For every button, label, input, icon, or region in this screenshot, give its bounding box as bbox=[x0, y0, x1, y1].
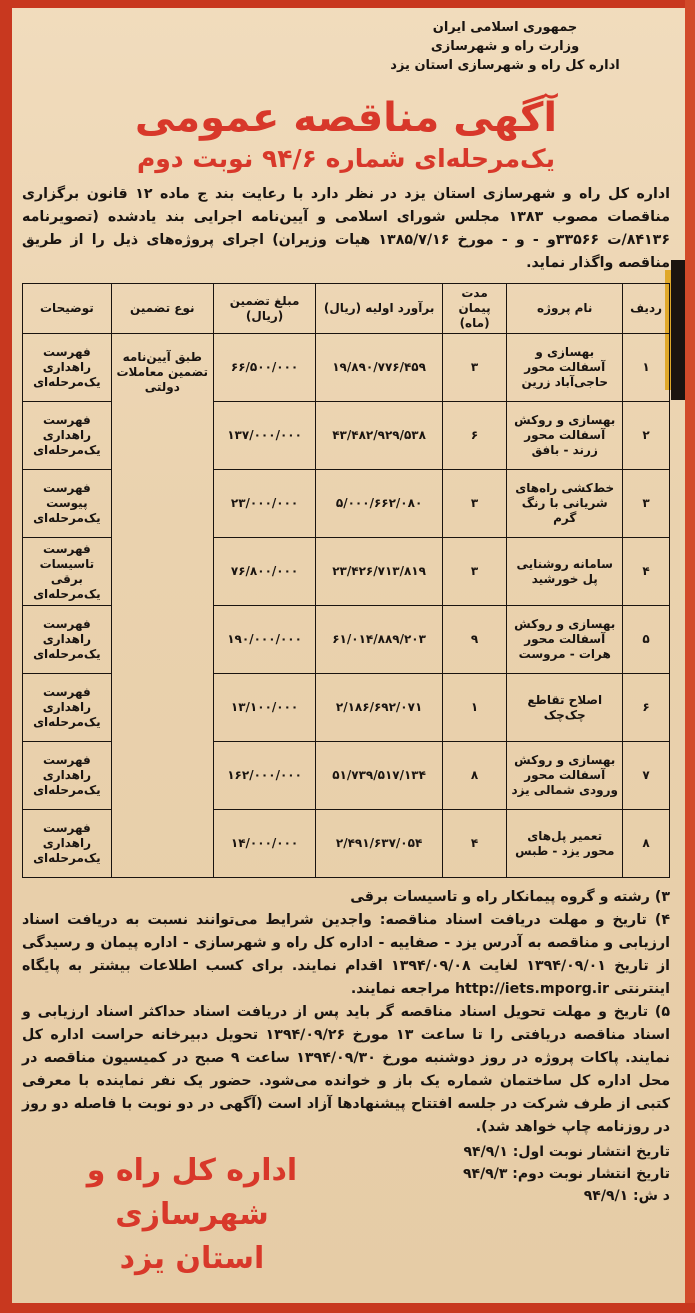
description: فهرست راهداری یک‌مرحله‌ای bbox=[23, 674, 112, 742]
left-red-stripe bbox=[0, 0, 12, 1313]
project-name: تعمیر پل‌های محور یزد - طبس bbox=[507, 810, 623, 878]
project-name: سامانه روشنایی پل خورشید bbox=[507, 538, 623, 606]
guarantee-amount: ۶۶/۵۰۰/۰۰۰ bbox=[213, 334, 316, 402]
guarantee-amount: ۱۹۰/۰۰۰/۰۰۰ bbox=[213, 606, 316, 674]
duration: ۳ bbox=[442, 538, 506, 606]
description: فهرست پیوست یک‌مرحله‌ای bbox=[23, 470, 112, 538]
note-5: ۵) تاریخ و مهلت تحویل اسناد مناقصه گر باید پس از دریافت اسناد حداکثر اسناد ارزیابی و اسناد مناقصه دریافتی را تا ساعت ۱۳ مورخ ۱۳۹۴/۰۹/۲۶ تحویل دبیرخانه حراست اداره کل نمایند. پاکات پروژه در روز دوشنبه مورخ ۱۳۹۴/۰۹/۳۰ ساعت ۹ صبح در کمیسیون مناقصه در محل اداره کل ساختمان شماره یک باز و خوانده می‌شود. حضور یک نفر نماینده با معرفی کتبی از طرف شرکت در جلسه افتتاح پیشنهادها آزاد است (آگهی در دو نوبت با فاصله دو روز در روزنامه چاپ خواهد شد). bbox=[22, 1004, 670, 1135]
note-4: ۴) تاریخ و مهلت دریافت اسناد مناقصه: واجدین شرایط می‌توانند نسبت به دریافت اسناد ارزیابی و مناقصه به آدرس یزد - صفاییه - اداره کل راه و شهرسازی - اداره پیمان و رسیدگی از تاریخ ۱۳۹۴/۰۹/۰۱ لغایت ۱۳۹۴/۰۹/۰۸ اقدام نمایند. برای کسب اطلاعات بیشتر به پایگاه اینترنتی http://iets.mporg.ir مراجعه نمایند. bbox=[22, 912, 670, 997]
estimate: ۴۳/۴۸۲/۹۲۹/۵۳۸ bbox=[316, 402, 442, 470]
project-name: بهسازی و آسفالت محور حاجی‌آباد زرین bbox=[507, 334, 623, 402]
publication-dates bbox=[463, 1141, 670, 1207]
estimate: ۲/۱۸۶/۶۹۲/۰۷۱ bbox=[316, 674, 442, 742]
row-no: ۱ bbox=[623, 334, 670, 402]
right-red-stripe bbox=[685, 0, 695, 1313]
bottom-red-stripe bbox=[0, 1303, 695, 1313]
notice-title: آگهی مناقصه عمومی bbox=[134, 95, 558, 141]
estimate: ۲۳/۴۲۶/۷۱۳/۸۱۹ bbox=[316, 538, 442, 606]
right-black-stripe bbox=[671, 260, 685, 400]
table-header-row bbox=[23, 284, 670, 334]
description: فهرست راهداری یک‌مرحله‌ای bbox=[23, 742, 112, 810]
project-name: خط‌کشی راه‌های شریانی با رنگ گرم bbox=[507, 470, 623, 538]
first-publication-date: تاریخ انتشار نوبت اول: ۹۴/۹/۱ bbox=[463, 1144, 670, 1160]
description: فهرست راهداری یک‌مرحله‌ای bbox=[23, 810, 112, 878]
duration: ۱ bbox=[442, 674, 506, 742]
duration: ۴ bbox=[442, 810, 506, 878]
row-no: ۲ bbox=[623, 402, 670, 470]
project-name: بهسازی و روکش آسفالت محور ورودی شمالی یزد bbox=[507, 742, 623, 810]
projects-table bbox=[22, 283, 670, 878]
row-no: ۷ bbox=[623, 742, 670, 810]
row-no: ۳ bbox=[623, 470, 670, 538]
notes-section bbox=[22, 886, 670, 1139]
header-description: توضیحات bbox=[23, 284, 112, 334]
duration: ۸ bbox=[442, 742, 506, 810]
footer bbox=[22, 1141, 670, 1276]
estimate: ۱۹/۸۹۰/۷۷۶/۴۵۹ bbox=[316, 334, 442, 402]
signature-line-2: استان یزد bbox=[119, 1241, 265, 1276]
estimate: ۵۱/۷۳۹/۵۱۷/۱۳۴ bbox=[316, 742, 442, 810]
header-guarantee-amount: مبلغ تضمین (ریال) bbox=[213, 284, 316, 334]
duration: ۳ bbox=[442, 470, 506, 538]
duration: ۳ bbox=[442, 334, 506, 402]
guarantee-type: طبق آیین‌نامه تضمین معاملات دولتی bbox=[111, 334, 213, 878]
guarantee-amount: ۷۶/۸۰۰/۰۰۰ bbox=[213, 538, 316, 606]
note-3: ۳) رشته و گروه پیمانکار راه و تاسیسات برقی bbox=[350, 889, 670, 905]
guarantee-amount: ۱۳/۱۰۰/۰۰۰ bbox=[213, 674, 316, 742]
top-red-stripe bbox=[0, 0, 695, 8]
description: فهرست راهداری یک‌مرحله‌ای bbox=[23, 402, 112, 470]
header-row-no: ردیف bbox=[623, 284, 670, 334]
project-name: بهسازی و روکش آسفالت محور هرات - مروست bbox=[507, 606, 623, 674]
header-duration: مدت پیمان (ماه) bbox=[442, 284, 506, 334]
issuer-signature bbox=[22, 1149, 362, 1281]
duration: ۶ bbox=[442, 402, 506, 470]
row-no: ۶ bbox=[623, 674, 670, 742]
notice-subtitle: یک‌مرحله‌ای شماره ۹۴/۶ نوبت دوم bbox=[136, 144, 556, 173]
row-no: ۴ bbox=[623, 538, 670, 606]
header-project-name: نام پروژه bbox=[507, 284, 623, 334]
header-estimate: برآورد اولیه (ریال) bbox=[316, 284, 442, 334]
signature-line-1: اداره کل راه و شهرسازی bbox=[86, 1153, 298, 1232]
header-line-2: وزارت راه و شهرسازی bbox=[430, 39, 580, 54]
issuer-header bbox=[340, 18, 670, 75]
intro-paragraph: اداره کل راه و شهرسازی استان یزد در نظر دارد با رعایت بند ج ماده ۱۲ قانون برگزاری مناقصات مصوب ۱۳۸۳ مجلس شورای اسلامی و آیین‌نامه اجرایی بند یادشده (تصویرنامه ۸۴۱۳۶/ت ۳۳۵۶۶و - و - مورخ ۱۳۸۵/۷/۱۶ هیات وزیران) اجرای پروژه‌های ذیل را از طریق مناقصه واگذار نماید. bbox=[22, 186, 671, 271]
table-row bbox=[23, 334, 670, 402]
row-no: ۸ bbox=[623, 810, 670, 878]
guarantee-amount: ۱۴/۰۰۰/۰۰۰ bbox=[213, 810, 316, 878]
guarantee-amount: ۲۳/۰۰۰/۰۰۰ bbox=[213, 470, 316, 538]
duration: ۹ bbox=[442, 606, 506, 674]
guarantee-amount: ۱۶۲/۰۰۰/۰۰۰ bbox=[213, 742, 316, 810]
notice-content bbox=[22, 14, 671, 1276]
description: فهرست تاسیسات برقی یک‌مرحله‌ای bbox=[23, 538, 112, 606]
estimate: ۲/۴۹۱/۶۳۷/۰۵۴ bbox=[316, 810, 442, 878]
header-guarantee-type: نوع تضمین bbox=[111, 284, 213, 334]
estimate: ۵/۰۰۰/۶۶۲/۰۸۰ bbox=[316, 470, 442, 538]
project-name: بهسازی و روکش آسفالت محور زرند - بافق bbox=[507, 402, 623, 470]
header-line-1: جمهوری اسلامی ایران bbox=[432, 20, 578, 35]
estimate: ۶۱/۰۱۴/۸۸۹/۲۰۳ bbox=[316, 606, 442, 674]
project-name: اصلاح تقاطع چک‌چک bbox=[507, 674, 623, 742]
publication-code: د ش: ۹۴/۹/۱ bbox=[583, 1188, 670, 1204]
row-no: ۵ bbox=[623, 606, 670, 674]
guarantee-amount: ۱۳۷/۰۰۰/۰۰۰ bbox=[213, 402, 316, 470]
description: فهرست راهداری یک‌مرحله‌ای bbox=[23, 606, 112, 674]
header-line-3: اداره کل راه و شهرسازی استان یزد bbox=[390, 58, 620, 73]
description: فهرست راهداری یک‌مرحله‌ای bbox=[23, 334, 112, 402]
second-publication-date: تاریخ انتشار نوبت دوم: ۹۴/۹/۳ bbox=[462, 1166, 670, 1182]
